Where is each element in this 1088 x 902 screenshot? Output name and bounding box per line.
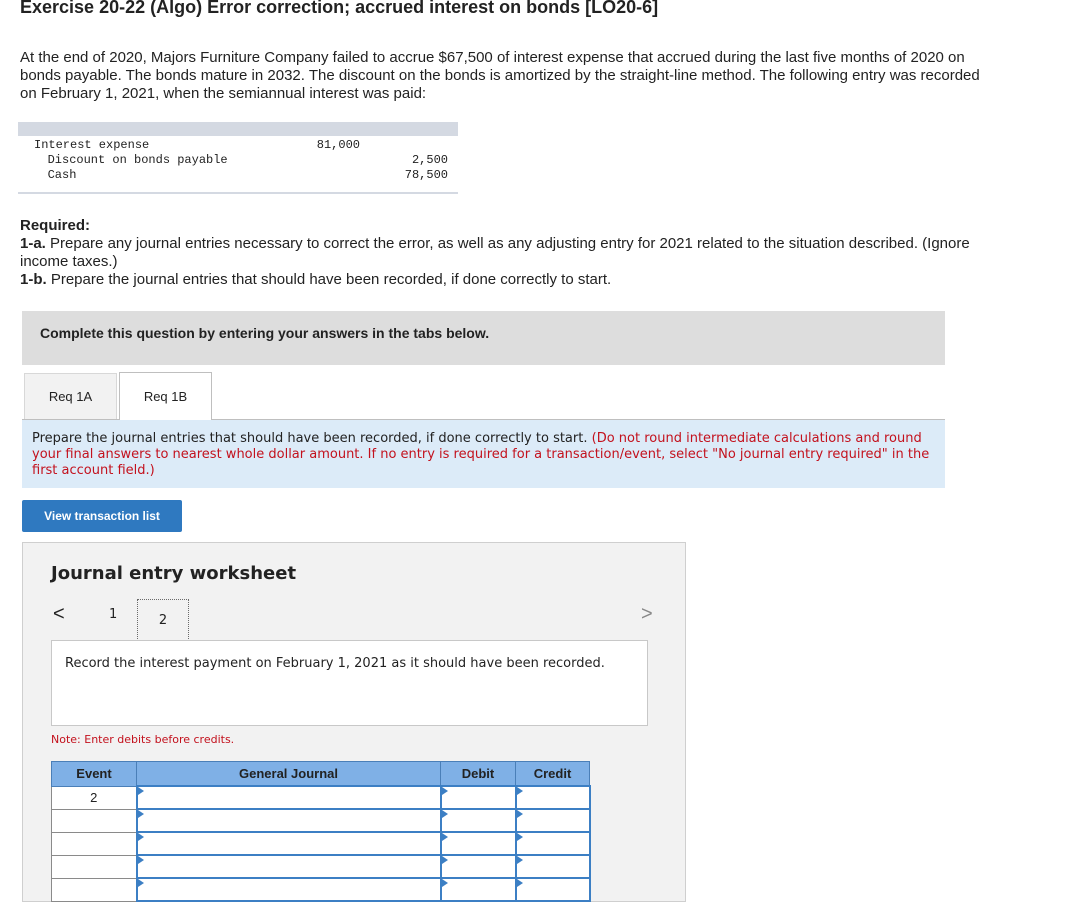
- req-1b-text: Prepare the journal entries that should have been recorded, if done correctly to start.: [50, 271, 612, 288]
- recorded-entry-table: [18, 122, 458, 194]
- column-header-debit: Debit: [441, 762, 516, 787]
- req-1a-label: 1-a.: [20, 235, 46, 252]
- credit-input[interactable]: [516, 786, 590, 809]
- event-cell: [52, 878, 137, 901]
- chevron-left-icon[interactable]: <: [53, 603, 65, 625]
- prompt-main: Prepare the journal entries that should have been recorded, if done correctly to start.: [32, 431, 588, 446]
- entry-row: [18, 153, 458, 168]
- account-select[interactable]: [137, 878, 441, 901]
- event-cell: [52, 809, 137, 832]
- debit-input[interactable]: [441, 786, 516, 809]
- tab-req-1a[interactable]: [24, 373, 117, 419]
- chevron-right-icon[interactable]: >: [641, 603, 653, 625]
- account-input[interactable]: [138, 787, 440, 808]
- entry-account: Interest expense: [34, 138, 150, 152]
- entry-credit: 2,500: [411, 153, 448, 167]
- debit-input[interactable]: [441, 832, 516, 855]
- account-select[interactable]: [137, 786, 441, 809]
- page-2-link[interactable]: 2: [137, 599, 189, 641]
- credit-input[interactable]: [516, 832, 590, 855]
- debit-input[interactable]: [441, 809, 516, 832]
- credit-field[interactable]: [517, 879, 589, 900]
- event-cell: [52, 855, 137, 878]
- entry-debit: 81,000: [316, 138, 360, 152]
- account-input[interactable]: [138, 810, 440, 831]
- tab-label: Req 1B: [143, 389, 188, 404]
- event-cell: [52, 832, 137, 855]
- debit-input[interactable]: [441, 878, 516, 901]
- column-header-general-journal: General Journal: [137, 762, 441, 787]
- table-row: [52, 855, 590, 878]
- page-1-link[interactable]: 1: [109, 607, 118, 622]
- req-1b-label: 1-b.: [20, 271, 47, 288]
- column-header-event: Event: [52, 762, 137, 787]
- question-prompt: [22, 420, 945, 488]
- account-select[interactable]: [137, 855, 441, 878]
- debit-field[interactable]: [442, 810, 515, 831]
- account-input[interactable]: [138, 833, 440, 854]
- credit-input[interactable]: [516, 878, 590, 901]
- table-row: [52, 809, 590, 832]
- debit-field[interactable]: [442, 879, 515, 900]
- credit-field[interactable]: [517, 787, 589, 808]
- debit-field[interactable]: [442, 856, 515, 877]
- tab-req-1b[interactable]: [119, 372, 212, 420]
- debit-field[interactable]: [442, 787, 515, 808]
- entry-account: Cash: [26, 168, 77, 182]
- problem-intro: At the end of 2020, Majors Furniture Company failed to accrue $67,500 of interest expense that accrued during the last five months of 2020 on bonds payable. The bonds mature in 2032. The discount on the bonds is amortized by the straight-line method. The following entry was recorded on February 1, 2021, when the semiannual interest was paid:: [20, 49, 980, 102]
- event-cell: 2: [52, 786, 137, 809]
- column-header-credit: Credit: [516, 762, 590, 787]
- required-heading: Required:: [20, 217, 91, 234]
- credit-field[interactable]: [517, 810, 589, 831]
- required-section: [20, 217, 980, 289]
- req-1a-text: Prepare any journal entries necessary to correct the error, as well as any adjusting entry for 2021 related to the situation described. (Ignore income taxes.): [20, 235, 970, 270]
- view-transaction-list-button[interactable]: View transaction list: [22, 500, 182, 532]
- entry-account: Discount on bonds payable: [26, 153, 228, 167]
- entry-row: [18, 138, 458, 153]
- tab-label: Req 1A: [48, 389, 93, 404]
- credit-input[interactable]: [516, 809, 590, 832]
- table-row: [52, 832, 590, 855]
- account-input[interactable]: [138, 856, 440, 877]
- page-title: Exercise 20-22 (Algo) Error correction; accrued interest on bonds [LO20-6]: [20, 0, 659, 17]
- journal-table: [51, 761, 591, 902]
- transaction-description: Record the interest payment on February 1, 2021 as it should have been recorded.: [51, 640, 648, 726]
- entry-credit: 78,500: [404, 168, 448, 182]
- journal-entry-worksheet: [22, 542, 686, 902]
- credit-field[interactable]: [517, 856, 589, 877]
- account-input[interactable]: [138, 879, 440, 900]
- account-select[interactable]: [137, 832, 441, 855]
- table-row: [52, 878, 590, 901]
- debits-credits-note: Note: Enter debits before credits.: [51, 733, 235, 746]
- table-row: [52, 786, 590, 809]
- credit-input[interactable]: [516, 855, 590, 878]
- account-select[interactable]: [137, 809, 441, 832]
- entry-row: [18, 168, 458, 183]
- debit-field[interactable]: [442, 833, 515, 854]
- instruction-banner: Complete this question by entering your answers in the tabs below.: [22, 311, 945, 365]
- worksheet-title: Journal entry worksheet: [51, 563, 297, 584]
- prompt-note: (Do not round intermediate calculations and round your final answers to nearest whole dollar amount. If no entry is required for a transaction/event, select "No journal entry required" in the first account field.): [32, 431, 930, 478]
- debit-input[interactable]: [441, 855, 516, 878]
- credit-field[interactable]: [517, 833, 589, 854]
